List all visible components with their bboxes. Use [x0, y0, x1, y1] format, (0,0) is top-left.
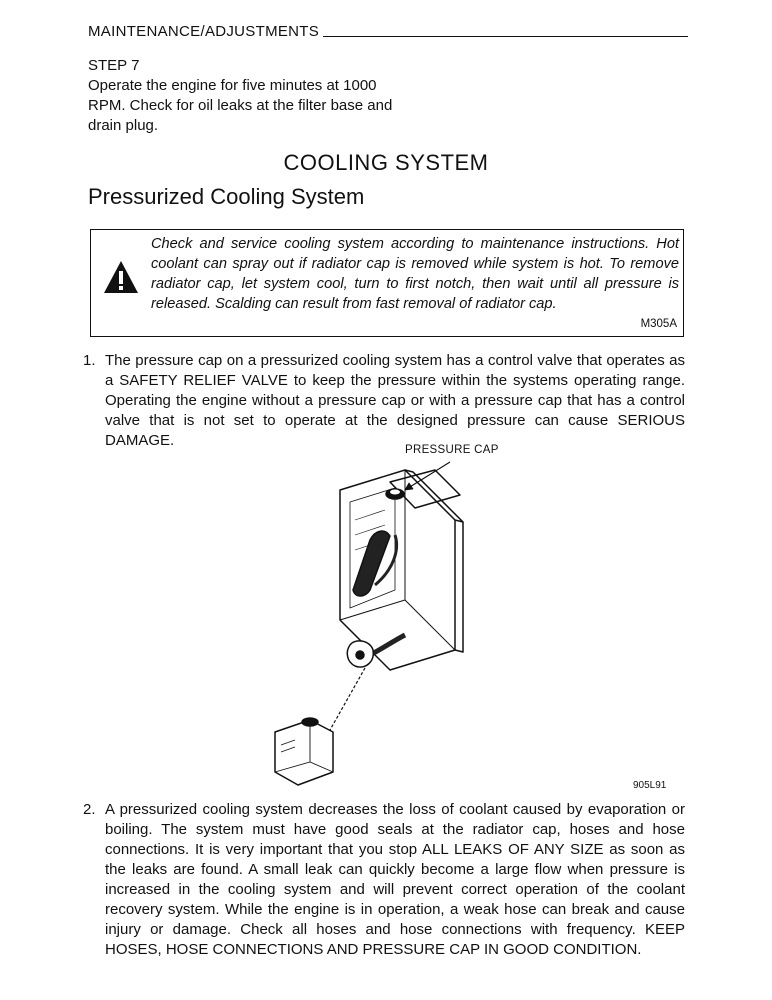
warning-code: M305A [640, 318, 677, 330]
list-item-text: A pressurized cooling system decreases the loss of coolant caused by evaporation or boiling. The system must have good seals at the radiator cap, hoses and hose connections. It is very important that you stop ALL LEAKS OF ANY SIZE as soon as the leaks are found. A small leak can quickly become a large flow when pressure is increased in the cooling system and will prevent correct operation of the coolant recovery system. While the engine is in operation, a weak hose can break and cause injury or damage. Check all hoses and hose connections with frequency. KEEP HOSES, HOSE CONNECTIONS AND PRESSURE CAP IN GOOD CONDITION. [105, 801, 685, 958]
warning-box [90, 229, 684, 337]
radiator-illustration [255, 440, 695, 800]
step-block [88, 56, 398, 136]
header-title: MAINTENANCE/ADJUSTMENTS [88, 23, 320, 40]
list-item [83, 351, 685, 451]
radiator-figure [255, 440, 695, 800]
step-text: Operate the engine for five minutes at 1000 RPM. Check for oil leaks at the filter base and drain plug. [88, 77, 393, 134]
step-title: STEP 7 [88, 57, 140, 74]
subsection-title: Pressurized Cooling System [88, 184, 365, 209]
warning-triangle-icon [103, 260, 139, 294]
list-item-number: 2. [83, 801, 96, 818]
header-rule [323, 36, 688, 37]
list-item [83, 800, 685, 960]
figure-code: 905L91 [633, 780, 667, 791]
page-header [88, 18, 688, 40]
figure-label: PRESSURE CAP [405, 444, 499, 456]
list-item-text: The pressure cap on a pressurized cooling system has a control valve that operates as a SAFETY RELIEF VALVE to keep the pressure within the systems operating range. Operating the engine without a pressure cap or with a pressure cap that has a control valve that is not set to operate at the designed pressure can cause SERIOUS DAMAGE. [105, 352, 685, 449]
warning-text: Check and service cooling system according to maintenance instructions. Hot coolant can spray out if radiator cap is removed while system is hot. To remove radiator cap, let system cool, turn to first notch, then wait until all pressure is released. Scalding can result from fast removal of radiator cap. [151, 236, 679, 312]
list-item-number: 1. [83, 352, 96, 369]
section-title: COOLING SYSTEM [283, 150, 489, 175]
